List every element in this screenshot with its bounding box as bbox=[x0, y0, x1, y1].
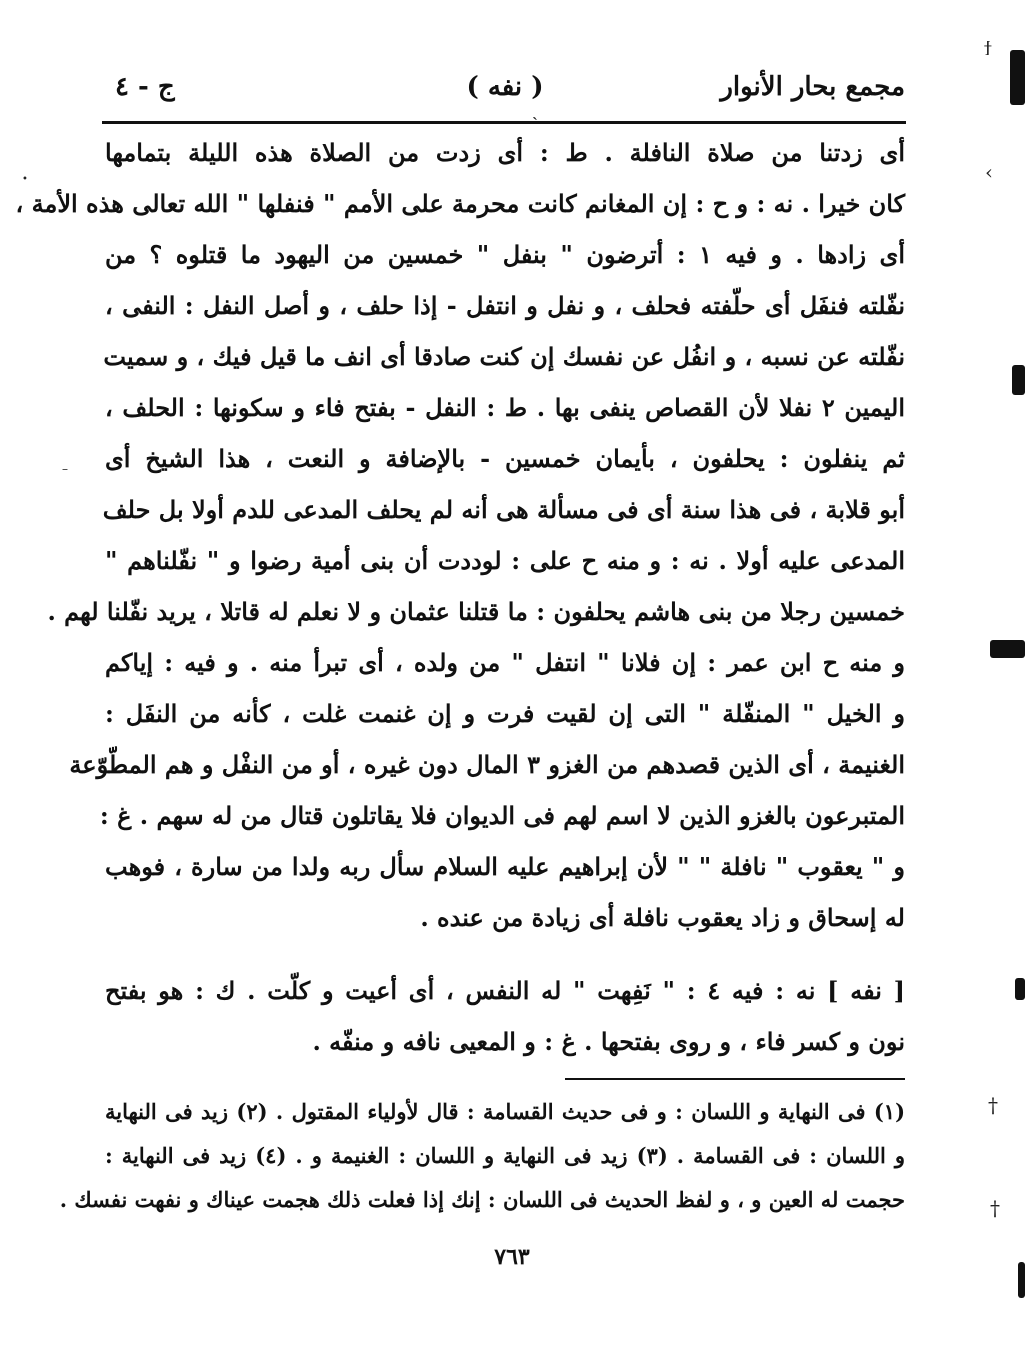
footnote-line: و اللسان : فى القسامة . (٣) زيد فى النهاية و اللسان : الغنيمة و . (٤) زيد فى النهاية : bbox=[105, 1143, 905, 1168]
scan-blemish bbox=[1012, 365, 1025, 395]
volume-number: ج - ٤ bbox=[115, 72, 175, 102]
text-line: له إسحاق و زاد يعقوب نافلة أى زيادة من عنده . bbox=[420, 903, 905, 932]
running-header bbox=[105, 72, 905, 112]
scan-blemish bbox=[1018, 1262, 1025, 1298]
text-line: خمسين رجلا من بنى هاشم يحلفون : ما قتلنا عثمان و لا نعلم له قاتلا ، يريد نفّلنا لهم . bbox=[47, 597, 905, 626]
scan-mark: ˎ bbox=[532, 100, 538, 121]
scan-mark: † bbox=[990, 1196, 1000, 1220]
scan-mark: ‹ bbox=[985, 160, 993, 184]
footnote-line: (١) فى النهاية و اللسان : و فى حديث القسامة : قال لأولياء المقتول . (٢) زيد فى النهاية bbox=[105, 1099, 906, 1124]
text-line: الغنيمة ، أى الذين قصدهم من الغزو ٣ المال دون غيره ، أو من النفْل و هم المطّوّعة bbox=[69, 750, 905, 779]
text-line: أبو قلابة ، فى هذا سنة أى فى مسألة هى أنه لم يحلف المدعى للدم أولا بل حلف bbox=[102, 495, 905, 524]
main-text bbox=[15, 127, 906, 1067]
scan-blemish bbox=[990, 640, 1025, 658]
entry-title: ( نفه ) bbox=[466, 72, 544, 102]
text-line: و " يعقوب " نافلة " " لأن إبراهيم عليه السلام سأل ربه ولدا من سارة ، فوهب bbox=[105, 852, 905, 881]
text-line: أى زادها . و فيه ١ : أترضون " بنفل " خمسين من اليهود ما قتلوه ؟ من bbox=[105, 240, 906, 269]
scan-blemish bbox=[1015, 978, 1025, 1000]
entry-line: [ نفه ] نه : فيه ٤ : " نَفِهت " له النفس ، أى أعيت و كلّت . ك : هو بفتح bbox=[105, 976, 905, 1005]
footnote-rule bbox=[565, 1078, 905, 1080]
scan-blemish bbox=[1010, 50, 1025, 105]
footnotes bbox=[59, 1090, 906, 1222]
text-line: المدعى عليه أولا . نه : و منه ح على : لوددت أن بنى أمية رضوا و " نفّلناهم " bbox=[105, 546, 905, 575]
page-number: ٧٦٣ bbox=[494, 1244, 530, 1270]
header-rule bbox=[102, 121, 906, 124]
scan-mark: ϯ bbox=[984, 36, 992, 60]
text-line: كان خيرا . نه : و ح : إن المغانم كانت محرمة على الأمم " فنفلها " الله تعالى هذه الأمة ، bbox=[15, 189, 905, 218]
text-line: المتبرعون بالغزو الذين لا اسم لهم فى الديوان فلا يقاتلون قتال من له سهم . غ : bbox=[99, 801, 905, 830]
text-line: أى زدتنا من صلاة النافلة . ط : أى زدت من الصلاة هذه الليلة بتمامها bbox=[105, 138, 905, 167]
scan-mark: • bbox=[22, 174, 28, 185]
text-line: اليمين ٢ نفلا لأن القصاص ينفى بها . ط : النفل - بفتح فاء و سكونها : الحلف ، bbox=[105, 393, 906, 422]
text-line: و الخيل " المنفّلة " التى إن لقيت فرت و إن غنمت غلت ، كأنه من النفَل : bbox=[105, 699, 905, 728]
text-line: و منه ح ابن عمر : إن فلانا " انتفل " من ولده ، أى تبرأ منه . و فيه : إياكم bbox=[105, 648, 905, 677]
scan-mark: † bbox=[988, 1093, 998, 1117]
entry-line: نون و كسر فاء ، و روى بفتحها . غ : و المعيى نافه و منفّه . bbox=[312, 1027, 905, 1056]
footnote-line: حجمت له العين و ، و لفظ الحديث فى اللسان : إنك إذا فعلت ذلك هجمت عيناك و نفهت نفسك . bbox=[59, 1187, 905, 1212]
text-line: نفّلته فنفَل أى حلّفته فحلف ، و نفل و انتفل - إذا حلف ، و أصل النفل : النفى ، bbox=[105, 291, 906, 320]
text-line: نفّلته عن نسبه ، و انفُل عن نفسك إن كنت صادقا أى انف ما قيل فيك ، و سميت bbox=[103, 342, 905, 371]
book-title: مجمع بحار الأنوار bbox=[720, 72, 905, 102]
text-line: ثم ينفلون : يحلفون ، بأيمان خمسين - بالإضافة و النعت ، هذا الشيخ أى bbox=[105, 444, 905, 473]
scan-mark: – bbox=[62, 462, 68, 476]
